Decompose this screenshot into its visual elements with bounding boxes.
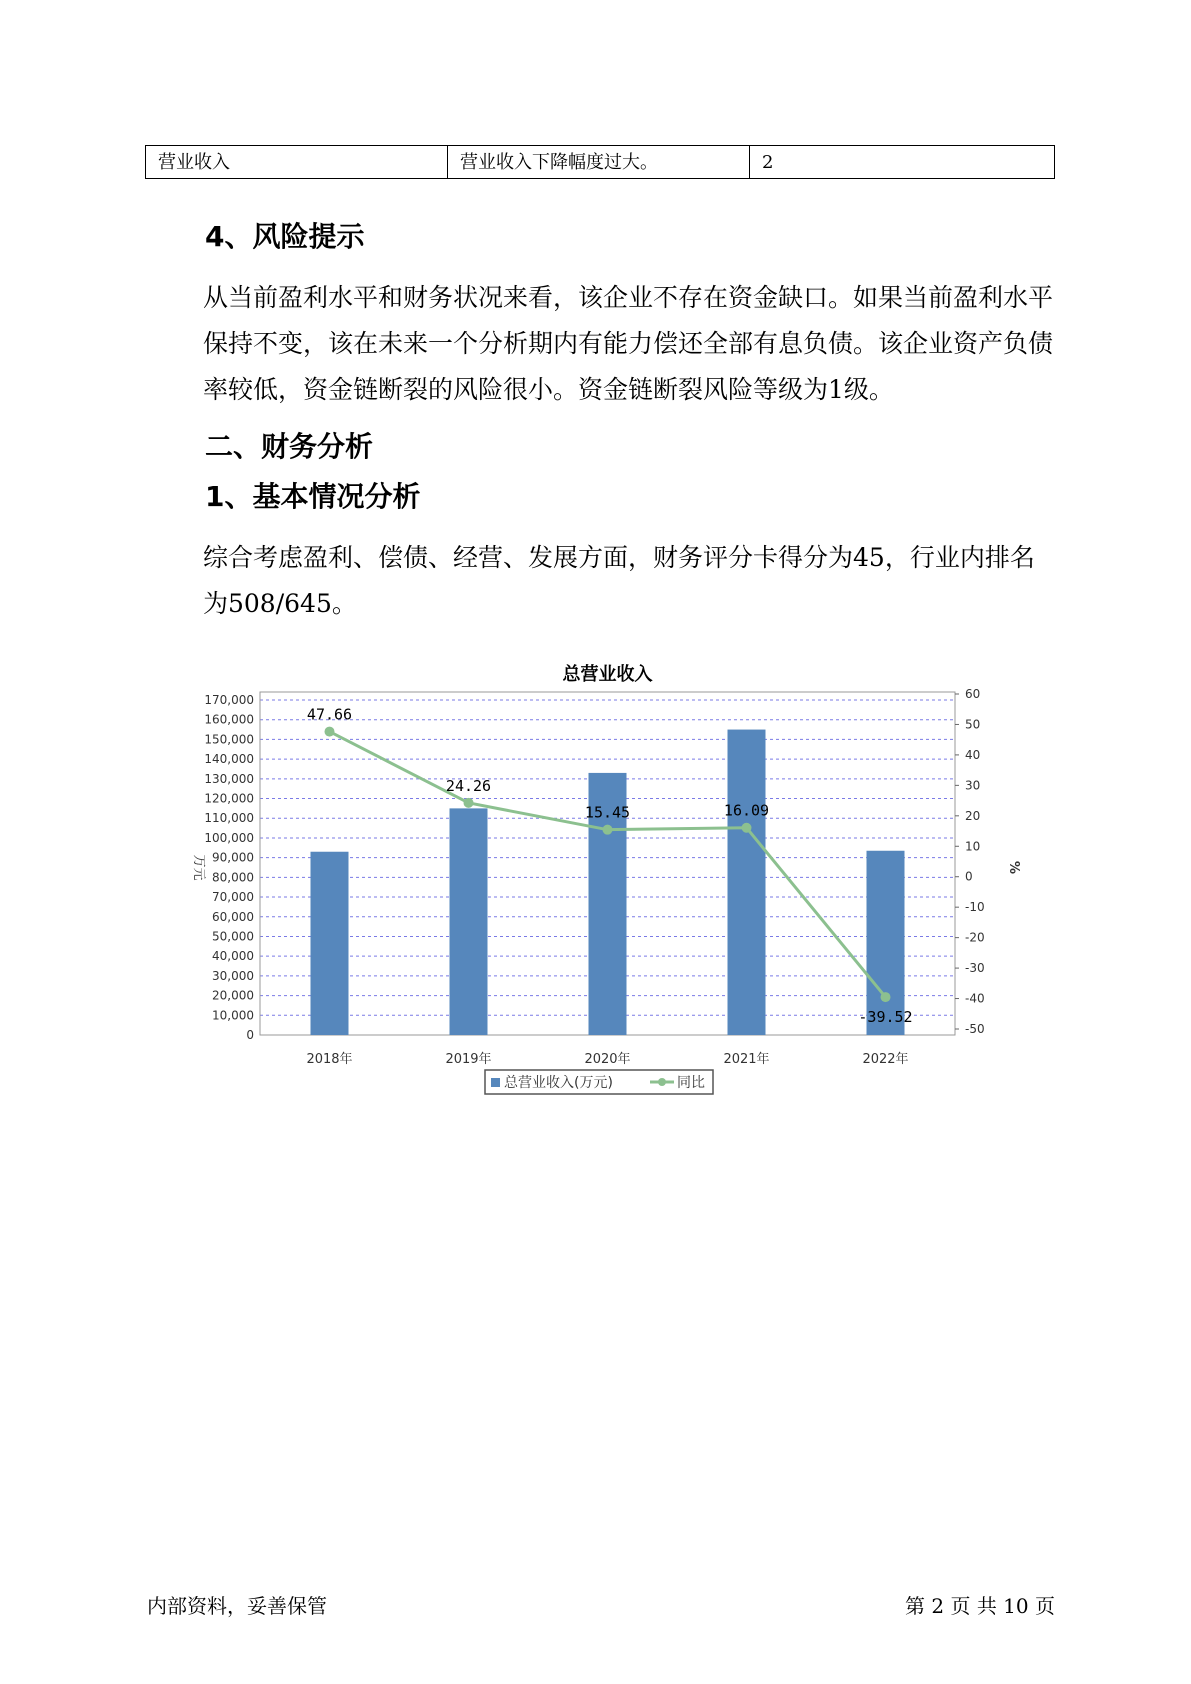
legend-bar-swatch — [491, 1078, 500, 1087]
revenue-chart — [175, 650, 1025, 1110]
y2-tick-label: -50 — [965, 1022, 985, 1036]
x-tick-label: 2022年 — [862, 1052, 909, 1067]
table-cell-description: 营业收入下降幅度过大。 — [448, 146, 750, 178]
y2-tick-label: 20 — [965, 808, 981, 823]
y-tick-label: 70,000 — [212, 890, 254, 905]
footer-confidential: 内部资料，妥善保管 — [147, 1594, 327, 1618]
risk-text: 从当前盈利水平和财务状况来看，该企业不存在资金缺口。如果当前盈利水平保持不变，该在未来一个分析期内有能力偿还全部有息负债。该企业资产负债率较低，资金链断裂的风险很小。资金链断裂风险等级为1级。 — [203, 283, 1054, 404]
bar-2018年 — [311, 852, 349, 1035]
yoy-data-label: 24.26 — [445, 776, 492, 795]
y-tick-label: 60,000 — [212, 909, 254, 924]
y-tick-label: 140,000 — [204, 752, 254, 767]
x-tick-label: 2018年 — [306, 1052, 353, 1067]
y2-tick-label: -40 — [965, 991, 985, 1006]
y2-tick-label: 10 — [965, 839, 981, 854]
basic-text: 综合考虑盈利、偿债、经营、发展方面，财务评分卡得分为45，行业内排名为508/645。 — [203, 543, 1035, 618]
y-tick-label: 50,000 — [212, 929, 254, 944]
y2-tick-label: 50 — [965, 717, 981, 732]
y-tick-label: 20,000 — [212, 988, 254, 1003]
table-cell-score: 2 — [762, 152, 774, 173]
y-axis-label: 万元 — [191, 854, 206, 881]
y-tick-label: 110,000 — [204, 811, 254, 826]
y2-tick-label: 40 — [965, 747, 981, 762]
yoy-data-label: 47.66 — [306, 705, 353, 724]
y-tick-label: 100,000 — [204, 830, 254, 845]
yoy-point — [881, 992, 891, 1002]
y2-tick-label: -10 — [965, 900, 985, 915]
yoy-point — [603, 825, 613, 835]
y-tick-label: 120,000 — [204, 791, 254, 806]
chart-title: 总营业收入 — [562, 664, 653, 685]
risk-heading: 4、风险提示 — [205, 220, 365, 253]
risk-paragraph — [147, 275, 1057, 413]
basic-heading: 1、基本情况分析 — [205, 480, 421, 513]
y-tick-label: 40,000 — [212, 949, 254, 964]
bar-2021年 — [728, 730, 766, 1035]
yoy-data-label: -39.52 — [858, 1008, 913, 1027]
yoy-point — [742, 823, 752, 833]
risk-table-row — [145, 145, 1055, 179]
y2-tick-label: 0 — [965, 869, 973, 884]
y-tick-label: 80,000 — [212, 870, 254, 885]
yoy-data-label: 16.09 — [723, 801, 770, 820]
legend-line-label: 同比 — [677, 1075, 705, 1091]
bar-2019年 — [450, 808, 488, 1035]
yoy-point — [464, 798, 474, 808]
yoy-data-label: 15.45 — [584, 803, 631, 822]
x-tick-label: 2019年 — [445, 1052, 492, 1067]
y2-tick-label: 60 — [965, 687, 981, 701]
y-tick-label: 170,000 — [204, 693, 254, 707]
y-tick-label: 130,000 — [204, 771, 254, 786]
x-tick-label: 2021年 — [723, 1052, 770, 1067]
y-tick-label: 150,000 — [204, 732, 254, 747]
yoy-point — [325, 727, 335, 737]
y2-axis-label: % — [1006, 860, 1021, 875]
legend-bar-label: 总营业收入(万元) — [504, 1075, 613, 1091]
y-tick-label: 10,000 — [212, 1008, 254, 1023]
finance-heading: 二、财务分析 — [205, 430, 374, 463]
y2-tick-label: -20 — [965, 930, 985, 945]
x-tick-label: 2020年 — [584, 1052, 631, 1067]
y-tick-label: 160,000 — [204, 712, 254, 727]
y2-tick-label: -30 — [965, 961, 985, 976]
y-tick-label: 0 — [246, 1028, 254, 1042]
y-tick-label: 90,000 — [212, 850, 254, 865]
y2-tick-label: 30 — [965, 778, 981, 793]
legend-line-marker — [658, 1078, 666, 1086]
table-cell-item: 营业收入 — [146, 146, 448, 178]
y-tick-label: 30,000 — [212, 968, 254, 983]
footer-page-number: 第 2 页 共 10 页 — [905, 1594, 1055, 1618]
basic-paragraph — [147, 535, 1057, 627]
